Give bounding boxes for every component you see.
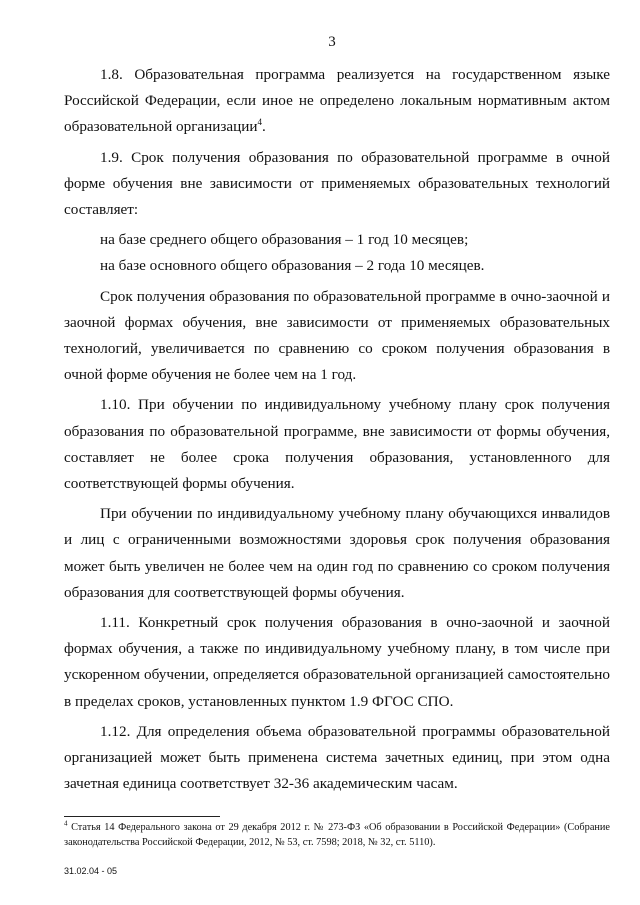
list-item: на базе среднего общего образования – 1 год 10 месяцев; [100, 231, 469, 249]
footnote-divider [64, 816, 220, 817]
paragraph-1-12: 1.12. Для определения объема образовательной программы образовательной организацией может быть применена система зачетных единиц, при этом одна зачетная единица соответствует 32-36 академическим часам. [64, 722, 610, 793]
list-item: на базе основного общего образования – 2 года 10 месяцев. [100, 257, 485, 275]
page-number: 3 [328, 34, 336, 50]
document-body [64, 62, 610, 801]
paragraph-duration-part-time: Срок получения образования по образовательной программе в очно-заочной и заочной формах обучения, вне зависимости от применяемых образовательных технологий, увеличивается по сравнению со сроком получения образования в очной форме обучения не более чем на 1 год. [64, 287, 610, 384]
paragraph-1-8: 1.8. Образовательная программа реализуется на государственном языке Российской Федерации, если иное не определено локальным нормативным актом образовательной организации$^4$. [64, 66, 610, 136]
paragraph-1-9: 1.9. Срок получения образования по образовательной программе в очной форме обучения вне зависимости от применяемых образовательных технологий составляет: [64, 148, 610, 219]
paragraph-1-11: 1.11. Конкретный срок получения образования в очно-заочной и заочной формах обучения, а также по индивидуальному учебному плану, в том числе при ускоренном обучении, определяется образовательной организацией самостоятельно в пределах сроков, установленных пунктом 1.9 ФГОС СПО. [64, 614, 610, 710]
footnote-text: Статья 14 Федерального закона от 29 декабря 2012 г. № 273-ФЗ «Об образовании в Российской Федерации» (Собрание законодательства Российской Федерации, 2012, № 53, ст. 7598; 2018, № 32, ст. 5110). [64, 822, 610, 848]
footnote [64, 820, 610, 850]
paragraph-1-10: 1.10. При обучении по индивидуальному учебному плану срок получения образования по образовательной программе, вне зависимости от формы обучения, составляет не более срока получения образования, установленного для соответствующей формы обучения. [64, 396, 610, 493]
footnote-reference: 4 [257, 117, 263, 128]
document-code: 31.02.04 - 05 [64, 866, 118, 876]
paragraph-1-8-text: 1.8. Образовательная программа реализуется на государственном языке Российской Федерации, если иное не определено локальным нормативным актом образовательной организации [64, 66, 610, 136]
paragraph-disabled-students: При обучении по индивидуальному учебному плану обучающихся инвалидов и лиц с ограниченными возможностями здоровья срок получения образования может быть увеличен не более чем на один год по сравнению со сроком получения образования для соответствующей формы обучения. [64, 505, 610, 601]
footnote-number: 4 [64, 819, 68, 828]
